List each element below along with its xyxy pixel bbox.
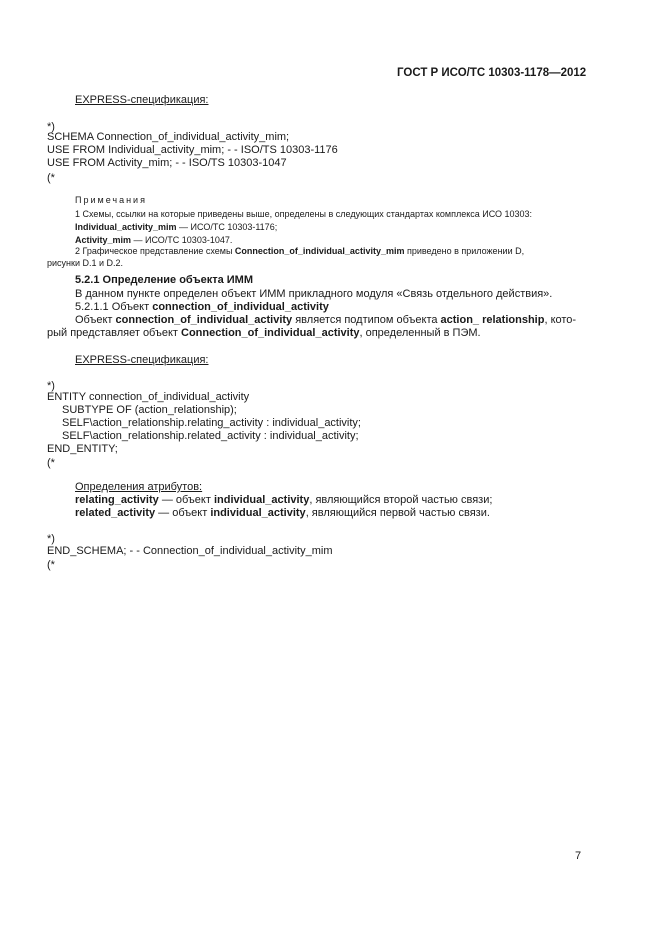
code-line: *) bbox=[47, 380, 55, 392]
subsection-heading bbox=[75, 301, 329, 314]
text-fragment: — объект bbox=[155, 507, 211, 519]
attribute-definition bbox=[75, 494, 492, 507]
code-line: (* bbox=[47, 559, 55, 571]
page-number: 7 bbox=[575, 850, 582, 862]
entity-name: Individual_activity_mim bbox=[75, 222, 177, 232]
note-fragment: 2 Графическое представление схемы bbox=[75, 246, 235, 256]
attribute-name: relating_activity bbox=[75, 494, 159, 506]
note-text bbox=[75, 222, 277, 233]
paragraph bbox=[75, 314, 576, 327]
note-text: рисунки D.1 и D.2. bbox=[47, 258, 124, 268]
paragraph: В данном пункте определен объект ИММ прикладного модуля «Связь отдельного действия». bbox=[75, 288, 553, 300]
express-spec-label: EXPRESS-спецификация: bbox=[75, 94, 209, 106]
entity-name: connection_of_individual_activity bbox=[115, 314, 293, 326]
entity-name: action_ relationship bbox=[440, 314, 545, 326]
note-text: 1 Схемы, ссылки на которые приведены выше, определены в следующих стандартах комплекса ИСО 10303: bbox=[75, 209, 533, 219]
note-text bbox=[75, 246, 524, 257]
note-fragment: — ИСО/ТС 10303-1047. bbox=[131, 235, 233, 245]
code-line: (* bbox=[47, 172, 55, 184]
entity-name: Connection_of_individual_activity_mim bbox=[234, 246, 405, 256]
code-line: ENTITY connection_of_individual_activity bbox=[47, 391, 250, 403]
code-line: SELF\action_relationship.related_activity : individual_activity; bbox=[62, 430, 359, 442]
code-line: SCHEMA Connection_of_individual_activity_mim; bbox=[47, 131, 290, 143]
attribute-definition bbox=[75, 507, 490, 520]
attributes-title: Определения атрибутов: bbox=[75, 481, 203, 493]
entity-name: individual_activity bbox=[213, 494, 310, 506]
notes-title: Примечания bbox=[75, 195, 147, 205]
code-line: SUBTYPE OF (action_relationship); bbox=[62, 404, 237, 416]
code-line: *) bbox=[47, 121, 55, 133]
text-fragment: , определенный в ПЭМ. bbox=[359, 327, 481, 339]
document-header: ГОСТ Р ИСО/ТС 10303-1178—2012 bbox=[397, 67, 587, 79]
code-line: END_ENTITY; bbox=[47, 443, 118, 455]
section-heading: 5.2.1 Определение объекта ИММ bbox=[75, 274, 254, 286]
note-text bbox=[75, 235, 232, 246]
note-fragment: приведено в приложении D, bbox=[404, 246, 525, 256]
express-spec-label: EXPRESS-спецификация: bbox=[75, 354, 209, 366]
entity-name: individual_activity bbox=[210, 507, 306, 519]
text-fragment: является подтипом объекта bbox=[292, 314, 441, 326]
entity-name: Activity_mim bbox=[75, 235, 132, 245]
code-line: END_SCHEMA; - - Connection_of_individual_activity_mim bbox=[47, 545, 333, 557]
code-line: *) bbox=[47, 533, 55, 545]
code-line: SELF\action_relationship.relating_activity : individual_activity; bbox=[62, 417, 361, 429]
text-fragment: , кото- bbox=[544, 314, 577, 326]
entity-name: connection_of_individual_activity bbox=[152, 301, 329, 313]
code-line: (* bbox=[47, 457, 55, 469]
text-fragment: Объект bbox=[75, 314, 116, 326]
note-fragment: — ИСО/ТС 10303-1176; bbox=[176, 222, 278, 232]
text-fragment: — объект bbox=[158, 494, 214, 506]
paragraph bbox=[47, 327, 481, 340]
text-fragment: , являющийся второй частью связи; bbox=[309, 494, 493, 506]
code-line: USE FROM Activity_mim; - - ISO/TS 10303-1047 bbox=[47, 157, 287, 169]
text-fragment: рый представляет объект bbox=[47, 327, 182, 339]
text-fragment: , являющийся первой частью связи. bbox=[305, 507, 490, 519]
entity-name: Connection_of_individual_activity bbox=[181, 327, 360, 339]
text-fragment: 5.2.1.1 Объект bbox=[75, 301, 153, 313]
code-line: USE FROM Individual_activity_mim; - - ISO/TS 10303-1176 bbox=[47, 144, 338, 156]
attribute-name: related_activity bbox=[75, 507, 156, 519]
